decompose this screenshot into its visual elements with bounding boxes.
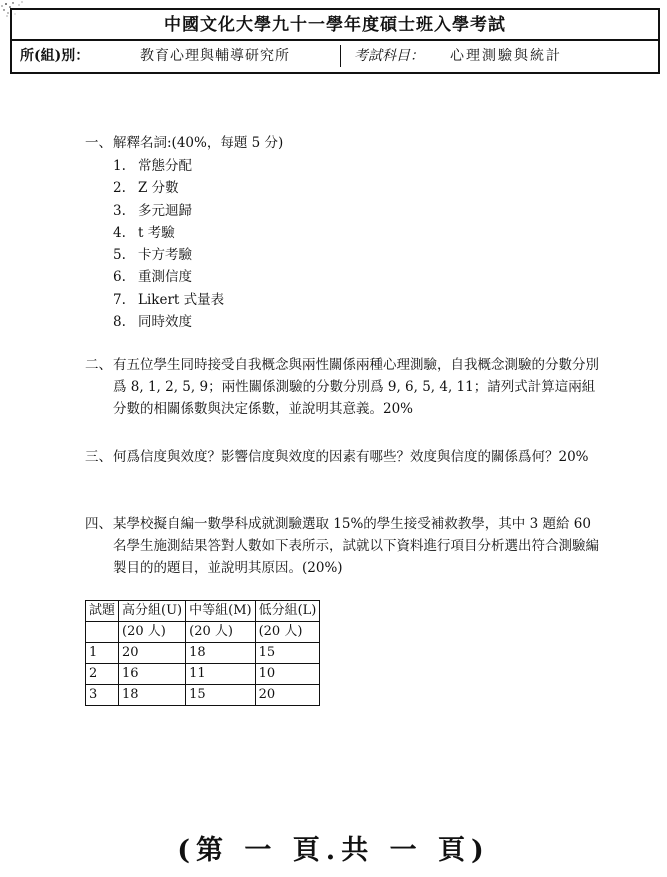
table-cell: 18 <box>186 643 255 664</box>
term-number: 8. <box>113 314 126 331</box>
term-text: Likert 式量表 <box>138 291 225 308</box>
table-row <box>86 685 320 706</box>
table-header-cell: 中等組(M) <box>186 601 255 622</box>
question-number: 一、 <box>85 135 112 151</box>
subject-label: 考試科目： <box>354 48 424 64</box>
item-analysis-table <box>85 600 320 706</box>
table-header-cell: 試題 <box>86 601 119 622</box>
term-number: 3. <box>113 202 126 219</box>
list-item <box>113 200 224 222</box>
table-header-cell <box>86 622 119 643</box>
table-cell: 11 <box>186 664 255 685</box>
question-text: 某學校擬自編一數學科成就測驗選取 15%的學生接受補救教學，其中 3 題給 60 名學生施測結果答對人數如下表所示，試就以下資料進行項目分析選出符合測驗編製目的的題目，並說明其原因。(20%) <box>113 516 599 576</box>
table-header-row <box>86 601 320 622</box>
term-number: 4. <box>113 224 126 241</box>
table-cell: 15 <box>186 685 255 706</box>
term-text: 多元迴歸 <box>138 202 192 219</box>
table-header-row <box>86 622 320 643</box>
list-item <box>113 222 224 244</box>
term-number: 6. <box>113 269 126 286</box>
department-label: 所(組)別： <box>20 48 90 64</box>
table-cell: 16 <box>119 664 186 685</box>
table-row <box>86 664 320 685</box>
table-header-cell: (20 人) <box>255 622 320 643</box>
question-number: 三、 <box>85 449 112 465</box>
list-item <box>113 311 224 333</box>
department-value: 教育心理與輔導研究所 <box>140 48 290 64</box>
table-header-cell: (20 人) <box>186 622 255 643</box>
table-cell: 20 <box>119 643 186 664</box>
term-list <box>113 155 224 333</box>
question-number: 二、 <box>85 357 112 373</box>
table-cell: 1 <box>86 643 119 664</box>
list-item <box>113 177 224 199</box>
term-text: 同時效度 <box>138 314 192 331</box>
term-number: 5. <box>113 247 126 264</box>
question-text: 何爲信度與效度？影響信度與效度的因素有哪些？效度與信度的關係爲何？20% <box>113 449 589 465</box>
exam-header <box>10 8 660 74</box>
table-cell: 2 <box>86 664 119 685</box>
exam-title: 中國文化大學九十一學年度碩士班入學考試 <box>12 10 658 41</box>
table-cell: 20 <box>255 685 320 706</box>
table-header-cell: 高分組(U) <box>119 601 186 622</box>
list-item <box>113 244 224 266</box>
question-number: 四、 <box>85 516 112 532</box>
term-text: Z 分數 <box>138 180 179 197</box>
question-text: 有五位學生同時接受自我概念與兩性關係兩種心理測驗，自我概念測驗的分數分別爲 8, 1, 2, 5, 9；兩性關係測驗的分數分別爲 9, 6, 5, 4, 11；請列式計算這兩組分數的相關係數與決定係數，並說明其意義。20% <box>113 357 599 417</box>
table-cell: 15 <box>255 643 320 664</box>
table-header-cell: (20 人) <box>119 622 186 643</box>
header-divider <box>340 45 341 67</box>
term-text: t 考驗 <box>138 224 175 241</box>
subject-value: 心理測驗與統計 <box>450 48 562 64</box>
list-item <box>113 155 224 177</box>
term-number: 2. <box>113 180 126 197</box>
table-header-cell: 低分組(L) <box>255 601 320 622</box>
page-footer: (第 一 頁.共 一 頁) <box>177 835 490 866</box>
term-number: 1. <box>113 158 126 174</box>
term-text: 常態分配 <box>138 158 192 174</box>
term-text: 卡方考驗 <box>138 247 192 264</box>
table-cell: 10 <box>255 664 320 685</box>
term-text: 重測信度 <box>138 269 192 286</box>
term-number: 7. <box>113 291 126 308</box>
table-cell: 18 <box>119 685 186 706</box>
table-row <box>86 643 320 664</box>
list-item <box>113 266 224 288</box>
question-text: 解釋名詞:(40%，每題 5 分) <box>113 135 284 151</box>
table-cell: 3 <box>86 685 119 706</box>
list-item <box>113 289 224 311</box>
exam-info-row <box>12 41 658 72</box>
